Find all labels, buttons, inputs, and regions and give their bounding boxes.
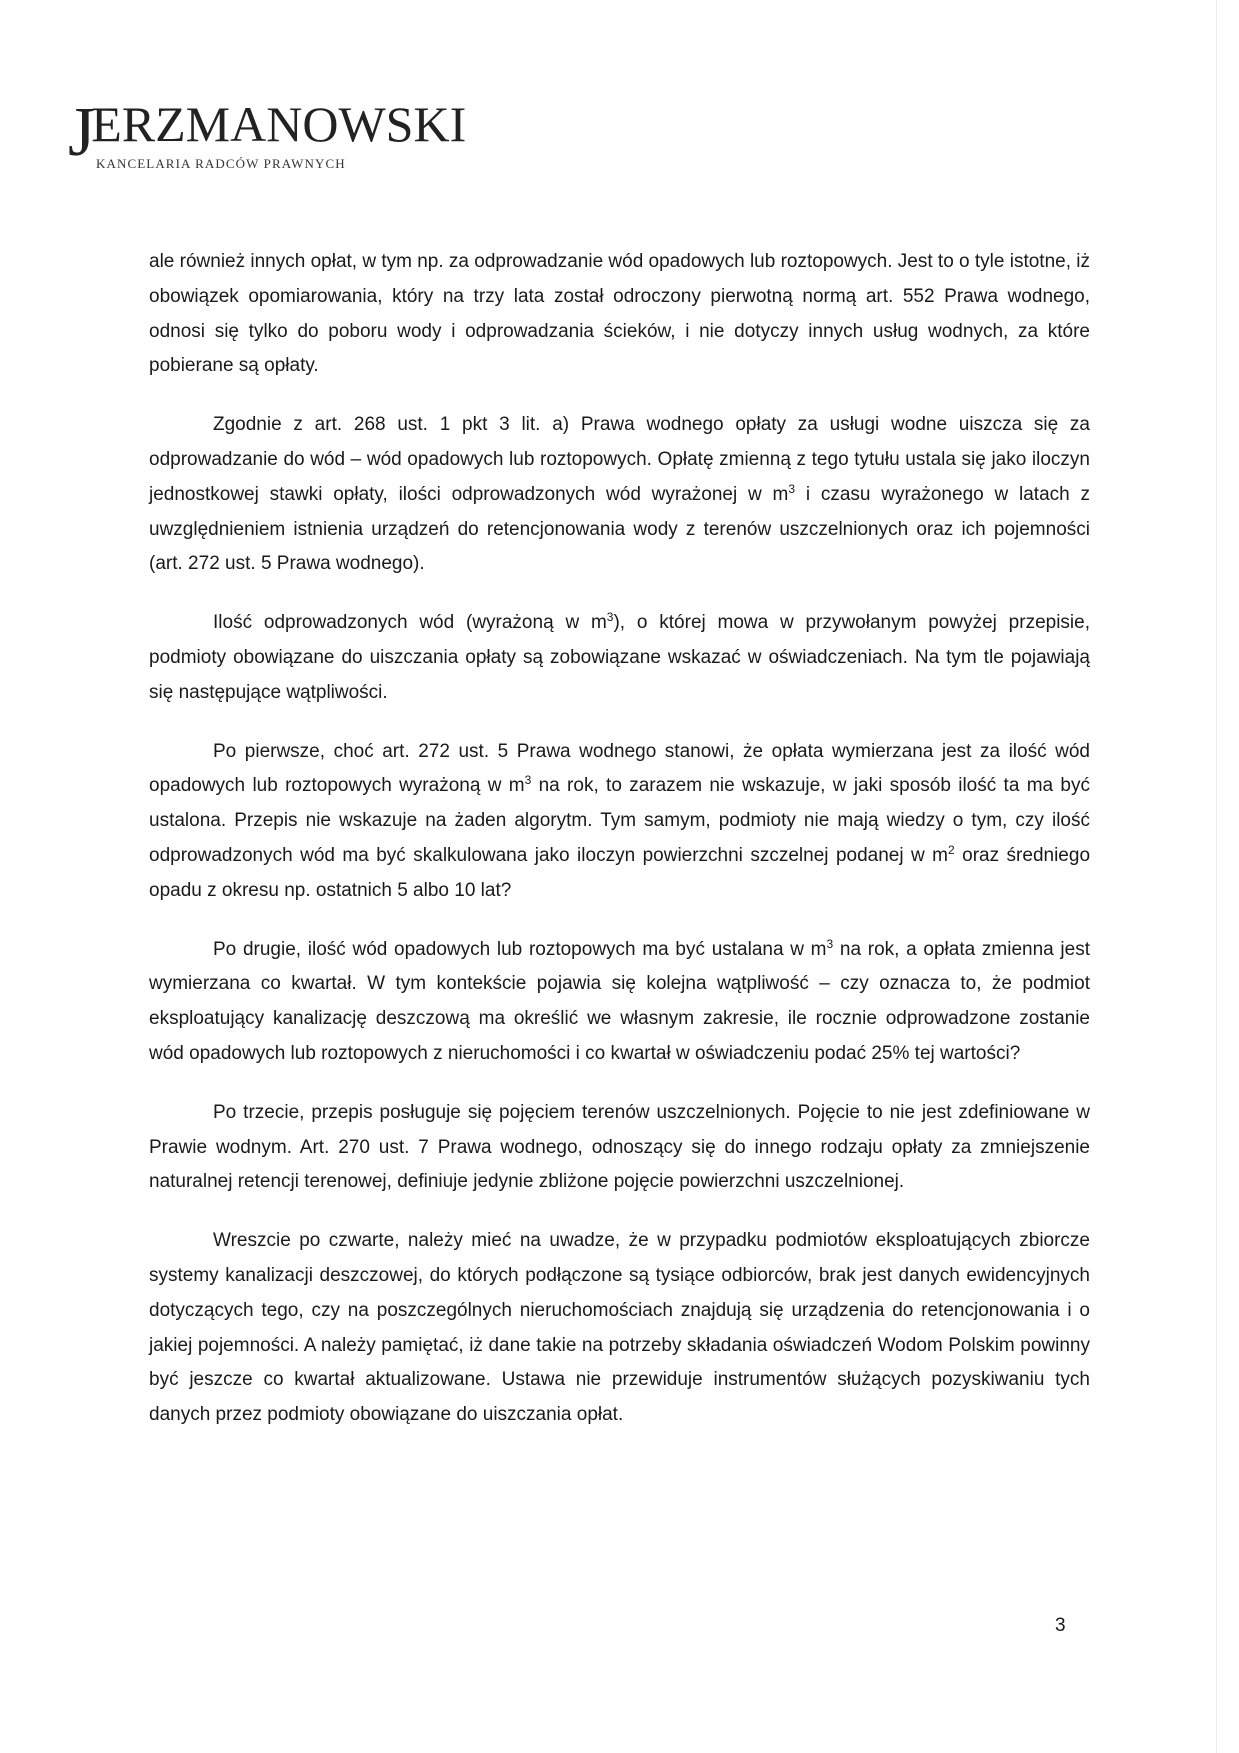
paragraph-7: Wreszcie po czwarte, należy mieć na uwadze, że w przypadku podmiotów eksploatujących zbiorcze systemy kanalizacji deszczowej, do których podłączone są tysiące odbiorców, brak jest danych ewidencyjnych dotyczących tego, czy na poszczególnych nieruchomościach znajdują się urządzenia do retencjonowania i o jakiej pojemności. A należy pamiętać, iż dane takie na potrzeby składania oświadczeń Wodom Polskim powinny być jeszcze co kwartał aktualizowane. Ustawa nie przewiduje instrumentów służących pozyskiwaniu tych danych przez podmioty obowiązane do uiszczania opłat. [149,1230,1090,1426]
paragraph-4: Po pierwsze, choć art. 272 ust. 5 Prawa wodnego stanowi, że opłata wymierzana jest za ilość wód opadowych lub roztopowych wyrażoną w $m^3$ na rok, to zarazem nie wskazuje, w jaki sposób ilość ta ma być ustalona. Przepis nie wskazuje na żaden algorytm. Tym samym, podmioty nie mają wiedzy o tym, czy ilość odprowadzonych wód ma być skalkulowana jako iloczyn powierzchni szczelnej podanej w $m^2$ oraz średniego opadu z okresu np. ostatnich 5 albo 10 lat? [149,740,1091,901]
unit-superscript: 3 [524,773,532,788]
page-number: 3 [1055,1615,1066,1636]
paragraph-2: Zgodnie z art. 268 ust. 1 pkt 3 lit. a) Prawa wodnego opłaty za usługi wodne uiszcza się za odprowadzanie do wód – wód opadowych lub roztopowych. Opłatę zmienną z tego tytułu ustala się jako iloczyn jednostkowej stawki opłaty, ilości odprowadzonych wód wyrażonej w $m^3$ i czasu wyrażonego w latach z uwzględnieniem istnienia urządzeń do retencjonowania wody z terenów uszczelnionych oraz ich pojemności (art. 272 ust. 5 Prawa wodnego). [149,414,1090,575]
scan-edge-line [1216,0,1217,1753]
paragraph-1: ale również innych opłat, w tym np. za odprowadzanie wód opadowych lub roztopowych. Jest to o tyle istotne, iż obowiązek opomiarowania, który na trzy lata został odroczony pierwotną normą art. 552 Prawa wodnego, odnosi się tylko do poboru wody i odprowadzania ścieków, i nie dotyczy innych usług wodnych, za które pobierane są opłaty. [149,251,1091,377]
firm-subtitle: KANCELARIA RADCÓW PRAWNYCH [96,156,346,171]
letterhead [68,94,468,188]
paragraph-5: Po drugie, ilość wód opadowych lub roztopowych ma być ustalana w $m^3$ na rok, a opłata zmienna jest wymierzana co kwartał. W tym kontekście pojawia się kolejna wątpliwość – czy oznacza to, że podmiot eksploatujący kanalizację deszczową ma określić we własnym zakresie, ile rocznie odprowadzone zostanie wód opadowych lub roztopowych z nieruchomości i co kwartał w oświadczeniu podać 25% tej wartości? [149,936,1090,1064]
logo-rest: ERZMANOWSKI [91,96,467,152]
unit-superscript: 3 [826,936,834,951]
logo-initial: J [68,94,96,171]
unit-superscript: 3 [788,481,796,496]
document-body [149,245,1090,1457]
unit-superscript: 2 [948,842,955,857]
paragraph-6: Po trzecie, przepis posługuje się pojęciem terenów uszczelnionych. Pojęcie to nie jest zdefiniowane w Prawie wodnym. Art. 270 ust. 7 Prawa wodnego, odnoszący się do innego rodzaju opłaty za zmniejszenie naturalnej retencji terenowej, definiuje jedynie zbliżone pojęcie powierzchni uszczelnionej. [149,1101,1090,1193]
paragraph-3: Ilość odprowadzonych wód (wyrażoną w $m^3$), o której mowa w przywołanym powyżej przepisie, podmioty obowiązane do uiszczania opłaty są zobowiązane wskazać w oświadczeniach. Na tym tle pojawiają się następujące wątpliwości. [149,610,1090,703]
unit-superscript: 3 [606,610,614,625]
